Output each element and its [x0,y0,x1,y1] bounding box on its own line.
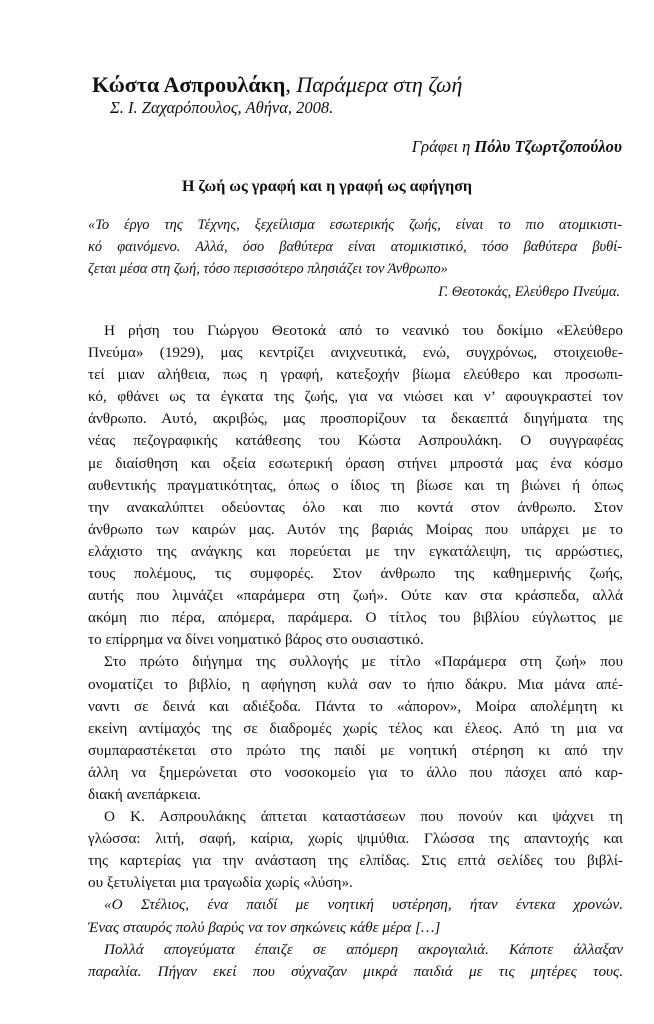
body-line: άνθρωπο των καιρών μας. Αυτόν της βαριάς Μοίρας που υπάρχει με το [88,520,623,538]
body-line: ελάχιστο της ανάγκης και πορεύεται με την εγκατάλειψη, τις αρρώστιες, [88,542,623,560]
body-line: τεί μιαν αλήθεια, πως η γραφή, κατεξοχήν βίωμα ελεύθερο και προσωπι- [88,366,623,384]
body-line: με διαίσθηση και οξεία εσωτερική όραση στήνει μπροστά μας ένα κόσμο [88,454,623,472]
reviewer-prefix: Γράφει η [411,137,475,156]
body-line: κό, φθάνει ως τα έγκατα της ζωής, για να νιώσει και ν’ αφουγκραστεί τον [88,388,623,406]
body-line: ακόμη πιο πέρα, απόμερα, παράμερα. Ο τίτλος του βιβλίου εύγλωττος με [88,609,623,627]
review-heading: Η ζωή ως γραφή και η γραφή ως αφήγηση [181,178,473,195]
book-author: Κώστα Ασπρουλάκη [92,72,286,97]
body-line: άνθρωπο. Αυτό, ακριβώς, μας προσπορίζουν τα δεκαεπτά διηγήματα της [88,410,623,428]
body-line: Ο Κ. Ασπρουλάκης άπτεται καταστάσεων που πονούν και ψάχνει τη [104,808,623,826]
body-line: εκείνη αντίμαχός της σε διαδρομές χωρίς τέλος και έλεος. Από τη μια να [88,719,623,737]
body-line: Πνεύμα» (1929), μας κεντρίζει ανιχνευτικά, ενώ, συγχρόνως, στοιχειοθε- [88,344,623,362]
body-line: ου ξετυλίγεται μια τραγωδία χωρίς «λύση». [88,874,353,892]
body-line: της καρτερίας για την ανάσταση της ελπίδας. Στις επτά σελίδες του βιβλί- [88,852,623,870]
body-line: συμπαραστέκεται στο πρώτο της παιδί με νοητική στέρηση κι από την [88,741,623,759]
body-line: ναντι σε δεινά και αδιέξοδα. Πάντα το «άπορον», Μοίρα απολέμητη κι [88,697,623,715]
body-line: την ανακαλύπτει οδεύοντας όλο και πιο κοντά στον άνθρωπο. Στον [88,498,623,516]
quote-line: Πολλά απογεύματα έπαιζε σε απόμερη ακρογιαλιά. Κάποτε άλλαξαν [104,940,623,958]
quote-line: «Ο Στέλιος, ένα παιδί με νοητική υστέρηση, ήταν έντεκα χρονών. [104,896,623,914]
epigraph-source: Γ. Θεοτοκάς, Ελεύθερο Πνεύμα. [438,284,620,300]
epigraph-line: κό φαινόμενο. Αλλά, όσο βαθύτερα είναι ατομικιστικό, τόσο βαθύτερα βυθί- [88,239,622,255]
body-line: Η ρήση του Γιώργου Θεοτοκά από το νεανικό του δοκίμιο «Ελεύθερο [104,322,623,339]
book-title: Παράμερα στη ζωή [296,72,463,97]
body-line: τους πολέμους, τις συμφορές. Στον άνθρωπο της καθημερινής ζωής, [88,565,623,583]
body-line: το επίρρημα να δίνει νοηματικό βάρος στο ουσιαστικό. [88,631,424,649]
review-body [88,320,623,983]
body-line: διακή ανεπάρκεια. [88,785,201,803]
body-line: αυθεντικής πραγματικότητας, όπως ο ίδιος τη βίωσε και τη βιώνει ή όπως [88,476,623,494]
body-line: αυτής που λιμνάζει «παράμερα στη ζωή». Ούτε καν στα κράσπεδα, αλλά [88,587,623,605]
epigraph-line: ζεται μέσα στη ζωή, τόσο περισσότερο πλησιάζει τον Άνθρωπο» [88,261,448,277]
title-separator: , [285,72,297,97]
epigraph-line: «Το έργο της Τέχνης, ξεχείλισμα εσωτερικής ζωής, είναι το πιο ατομικιστι- [88,217,622,233]
reviewer-line [412,137,622,157]
quote-line: παραλία. Πήγαν εκεί που σύχναζαν μικρά παιδιά με τις μητέρες τους. [88,962,623,980]
reviewer-name: Πόλυ Τζωρτζοπούλου [474,137,622,156]
publisher-info: Σ. Ι. Ζαχαρόπουλος, Αθήνα, 2008. [110,98,334,117]
body-line: άλλη να ξημερώνεται στο νοσοκομείο για το άλλο που πάσχει από καρ- [88,763,623,781]
book-title-line [92,72,462,98]
body-line: Στο πρώτο διήγημα της συλλογής με τίτλο «Παράμερα στη ζωή» που [104,653,623,671]
body-line: ονοματίζει το βιβλίο, η αφήγηση κυλά σαν το ήπιο δάκρυ. Μια μάνα απέ- [88,675,623,693]
quote-line: Ένας σταυρός πολύ βαρύς να τον σηκώνεις κάθε μέρα […] [88,918,441,936]
body-line: νέας πεζογραφικής κατάθεσης του Κώστα Ασπρουλάκη. Ο συγγραφέας [88,432,623,450]
epigraph [88,214,622,280]
body-line: γλώσσα: λιτή, σαφή, καίρια, χωρίς ψιμύθια. Γλώσσα της απαντοχής και [88,830,623,848]
